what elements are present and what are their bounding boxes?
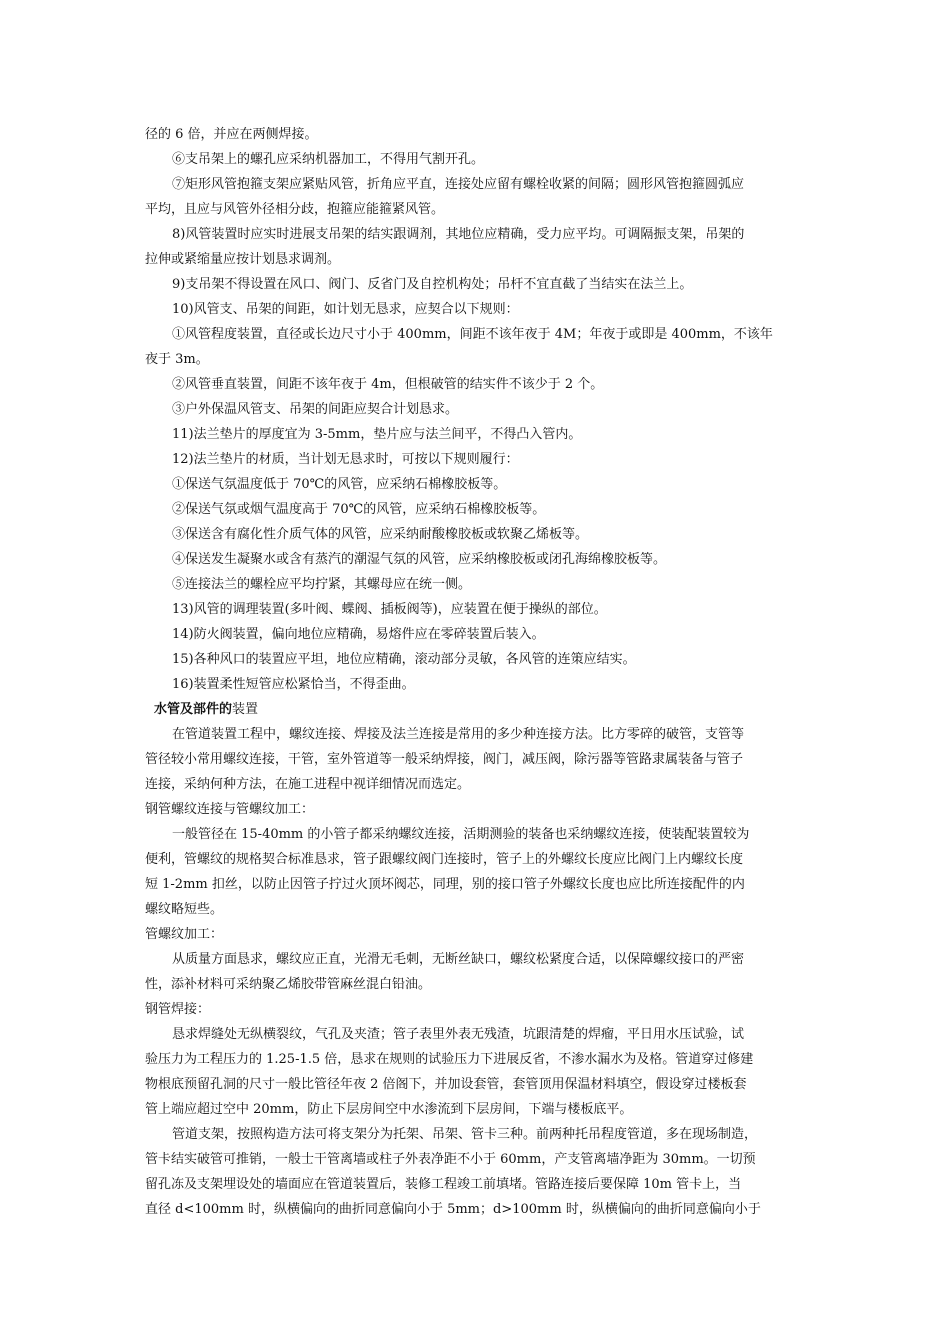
- text-line: 螺纹略短些。: [145, 902, 224, 917]
- text-line: ⑥支吊架上的螺孔应采纳机器加工，不得用气割开孔。: [172, 152, 485, 167]
- text-line: ②风管垂直装置，间距不该年夜于 4m，但根破管的结实件不该少于 2 个。: [172, 377, 604, 392]
- text-line: 在管道装置工程中，螺纹连接、焊接及法兰连接是常用的多少种连接方法。比方零碎的破管，支管等: [172, 727, 745, 742]
- text-line: 15)各种风口的装置应平坦，地位应精确，滚动部分灵敏，各风管的连策应结实。: [172, 652, 636, 667]
- section-heading-rest: 装置: [232, 702, 259, 717]
- subheading-line: 管螺纹加工：: [145, 927, 224, 942]
- text-line: ③户外保温风管支、吊架的间距应契合计划恳求。: [172, 402, 459, 417]
- text-line: 14)防火阀装置，偏向地位应精确，易熔件应在零碎装置后装入。: [172, 627, 545, 642]
- text-line: 管上端应超过空中 20mm，防止下层房间空中水渗流到下层房间，下端与楼板底平。: [145, 1102, 633, 1117]
- text-line: 性，添补材料可采纳聚乙烯胶带管麻丝混白铅油。: [145, 977, 432, 992]
- text-line: 从质量方面恳求，螺纹应正直，光滑无毛刺，无断丝缺口，螺纹松紧度合适，以保障螺纹接口的严密: [172, 952, 745, 967]
- text-line: ⑤连接法兰的螺栓应平均拧紧，其螺母应在统一侧。: [172, 577, 472, 592]
- text-line: ⑦矩形风管抱箍支架应紧贴风管，折角应平直，连接处应留有螺栓收紧的间隔；圆形风管抱箍圆弧应: [172, 177, 745, 192]
- text-line: 连接，采纳何种方法，在施工进程中视详细情况而选定。: [145, 777, 471, 792]
- text-line: ③保送含有腐化性介质气体的风管，应采纳耐酸橡胶板或软聚乙烯板等。: [172, 527, 589, 542]
- text-line: 物根底预留孔洞的尺寸一般比管径年夜 2 倍阁下，并加设套管，套管顶用保温材料填空，假设穿过楼板套: [145, 1077, 747, 1092]
- text-line: 恳求焊缝处无纵横裂纹，气孔及夹渣；管子表里外表无残渣，坑跟清楚的焊瘤，平日用水压试验，试: [172, 1027, 745, 1042]
- text-line: 管道支架，按照构造方法可将支架分为托架、吊架、管卡三种。前两种托吊程度管道，多在现场制造，: [172, 1127, 758, 1142]
- text-line: 夜于 3m。: [145, 352, 209, 367]
- text-line: 便利，管螺纹的规格契合标准恳求，管子跟螺纹阀门连接时，管子上的外螺纹长度应比阀门上内螺纹长度: [145, 852, 744, 867]
- text-line: 8)风管装置时应实时进展支吊架的结实跟调剂，其地位应精确，受力应平均。可调隔振支架，吊架的: [172, 227, 745, 242]
- subheading-line: 钢管螺纹连接与管螺纹加工：: [145, 802, 315, 817]
- text-line: 11)法兰垫片的厚度宜为 3-5mm，垫片应与法兰间平，不得凸入管内。: [172, 427, 582, 442]
- section-heading-bold: 水管及部件的: [154, 702, 233, 717]
- text-line: 验压力为工程压力的 1.25-1.5 倍，恳求在规则的试验压力下进展反省，不渗水漏水为及格。管道穿过修建: [145, 1052, 754, 1067]
- text-line: 短 1-2mm 扣丝，以防止因管子拧过火顶坏阀芯，同理，别的接口管子外螺纹长度也应比所连接配件的内: [145, 877, 745, 892]
- document-body: [145, 122, 805, 1222]
- text-line: 一般管径在 15-40mm 的小管子都采纳螺纹连接，活期测验的装备也采纳螺纹连接，使装配装置较为: [172, 827, 750, 842]
- section-heading: [145, 697, 805, 722]
- text-line: 直径 d<100mm 时，纵横偏向的曲折同意偏向小于 5mm；d>100mm 时，纵横偏向的曲折同意偏向小于: [145, 1202, 761, 1217]
- text-line: 9)支吊架不得设置在风口、阀门、反省门及自控机构处；吊杆不宜直截了当结实在法兰上。: [172, 277, 693, 292]
- text-line: 13)风管的调理装置(多叶阀、蝶阀、插板阀等)，应装置在便于操纵的部位。: [172, 602, 607, 617]
- text-line: ②保送气氛或烟气温度高于 70℃的风管，应采纳石棉橡胶板等。: [172, 502, 546, 517]
- text-line: 10)风管支、吊架的间距，如计划无恳求，应契合以下规则：: [172, 302, 519, 317]
- text-line: 径的 6 倍，并应在两侧焊接。: [145, 127, 318, 142]
- text-line: 拉伸或紧缩量应按计划恳求调剂。: [145, 252, 341, 267]
- text-line: 16)装置柔性短管应松紧恰当，不得歪曲。: [172, 677, 415, 692]
- text-line: 管卡结实破管可推销，一般士干管离墙或柱子外表净距不小于 60mm，产支管离墙净距为 30mm。一切预: [145, 1152, 756, 1167]
- text-line: ④保送发生凝聚水或含有蒸汽的潮湿气氛的风管，应采纳橡胶板或闭孔海绵橡胶板等。: [172, 552, 667, 567]
- text-line: ①保送气氛温度低于 70℃的风管，应采纳石棉橡胶板等。: [172, 477, 507, 492]
- text-line: ①风管程度装置，直径或长边尺寸小于 400mm，间距不该年夜于 4M；年夜于或即是 400mm，不该年: [172, 327, 773, 342]
- text-line: 留孔冻及支架埋设处的墙面应在管道装置后，装修工程竣工前填堵。管路连接后要保障 10m 管卡上，当: [145, 1177, 742, 1192]
- text-line: 12)法兰垫片的材质，当计划无恳求时，可按以下规则履行：: [172, 452, 519, 467]
- text-line: 管径较小常用螺纹连接，干管，室外管道等一般采纳焊接，阀门，减压阀，除污器等管路隶属装备与管子: [145, 752, 744, 767]
- text-line: 平均，且应与风管外径相分歧，抱箍应能箍紧风管。: [145, 202, 445, 217]
- subheading-line: 钢管焊接：: [145, 1002, 211, 1017]
